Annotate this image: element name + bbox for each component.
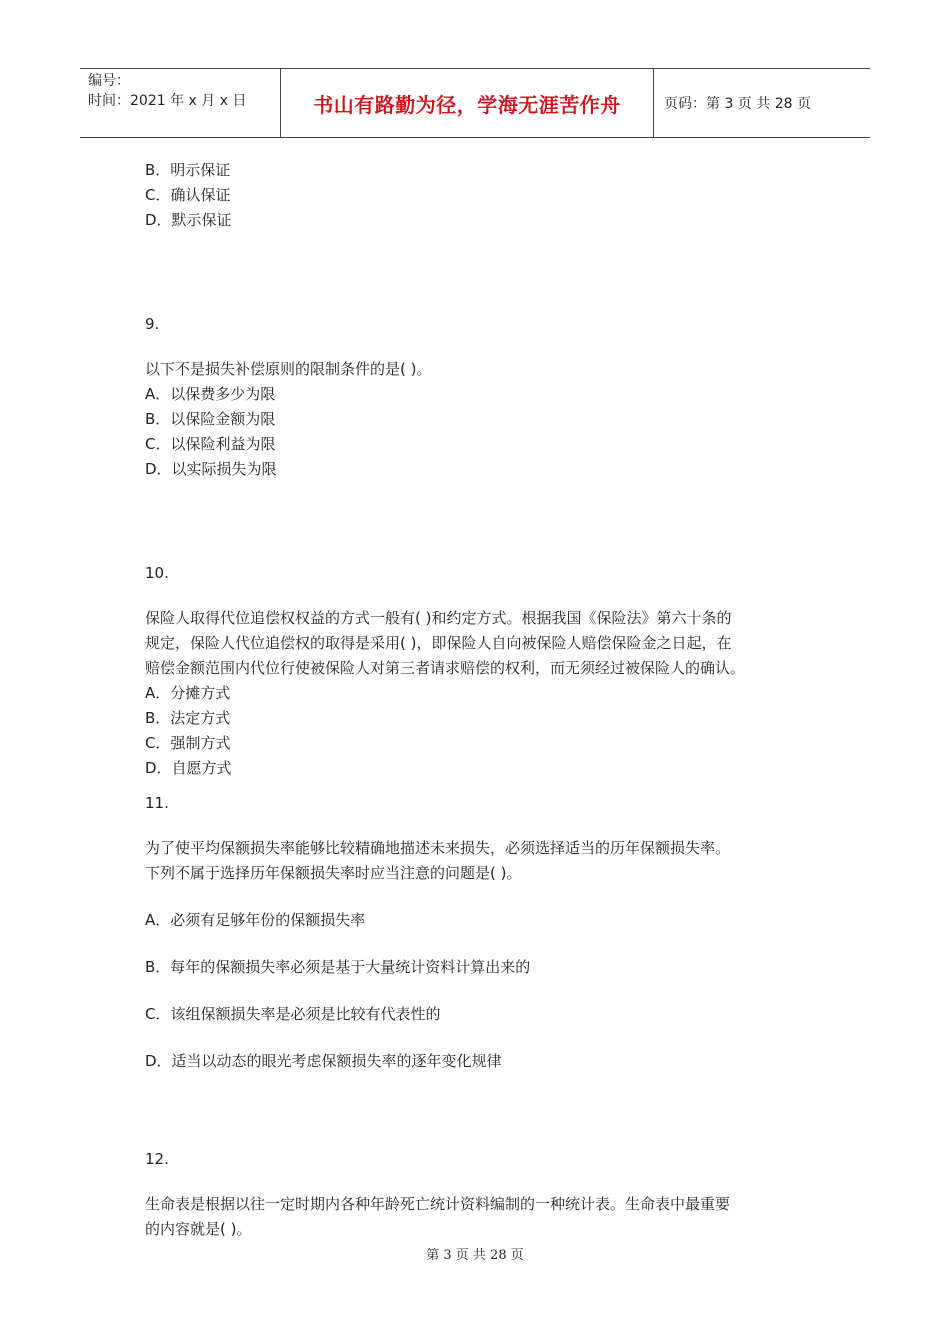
option: B．法定方式 — [145, 709, 231, 727]
header-motto: 书山有路勤为径，学海无涯苦作舟 — [313, 92, 621, 117]
option: C．该组保额损失率是必须是比较有代表性的 — [145, 1005, 441, 1023]
option: B．每年的保额损失率必须是基于大量统计资料计算出来的 — [145, 958, 531, 976]
option: D．默示保证 — [145, 211, 232, 229]
question-stem-line: 生命表是根据以往一定时期内各种年龄死亡统计资料编制的一种统计表。生命表中最重要 — [145, 1195, 731, 1213]
document-date: 时间：2021 年 x 月 x 日 — [88, 93, 247, 109]
question-number: 9. — [145, 315, 160, 333]
question-stem-line: 保险人取得代位追偿权权益的方式一般有( )和约定方式。根据我国《保险法》第六十条的 — [145, 609, 732, 627]
option: D．自愿方式 — [145, 759, 232, 777]
document-number-label: 编号： — [88, 73, 130, 89]
option: B．以保险金额为限 — [145, 410, 276, 428]
question-stem-line: 的内容就是( )。 — [145, 1220, 252, 1238]
question-number: 12. — [145, 1150, 169, 1168]
header-page-info: 页码：第 3 页 共 28 页 — [664, 96, 811, 112]
question-stem-line: 规定，保险人代位追偿权的取得是采用( )，即保险人自向被保险人赔偿保险金之日起，在 — [145, 634, 732, 652]
option: A．以保费多少为限 — [145, 385, 276, 403]
option: A．必须有足够年份的保额损失率 — [145, 911, 366, 929]
option: B．明示保证 — [145, 161, 231, 179]
header-motto-cell — [281, 69, 654, 137]
header-meta — [80, 69, 281, 137]
option: A．分摊方式 — [145, 684, 231, 702]
question-number: 10. — [145, 564, 169, 582]
question-stem-line: 赔偿金额范围内代位行使被保险人对第三者请求赔偿的权利，而无须经过被保险人的确认。 — [145, 659, 746, 677]
option: C．强制方式 — [145, 734, 231, 752]
option: C．以保险利益为限 — [145, 435, 276, 453]
option: D．适当以动态的眼光考虑保额损失率的逐年变化规律 — [145, 1052, 502, 1070]
document-body — [145, 158, 815, 1242]
page-header — [80, 68, 870, 138]
option: C．确认保证 — [145, 186, 231, 204]
page-footer: 第 3 页 共 28 页 — [426, 1248, 524, 1263]
question-stem: 以下不是损失补偿原则的限制条件的是( )。 — [145, 360, 432, 378]
question-number: 11. — [145, 794, 169, 812]
option: D．以实际损失为限 — [145, 460, 277, 478]
question-stem-line: 为了使平均保额损失率能够比较精确地描述未来损失，必须选择适当的历年保额损失率。 — [145, 839, 731, 857]
question-stem-line: 下列不属于选择历年保额损失率时应当注意的问题是( )。 — [145, 864, 522, 882]
